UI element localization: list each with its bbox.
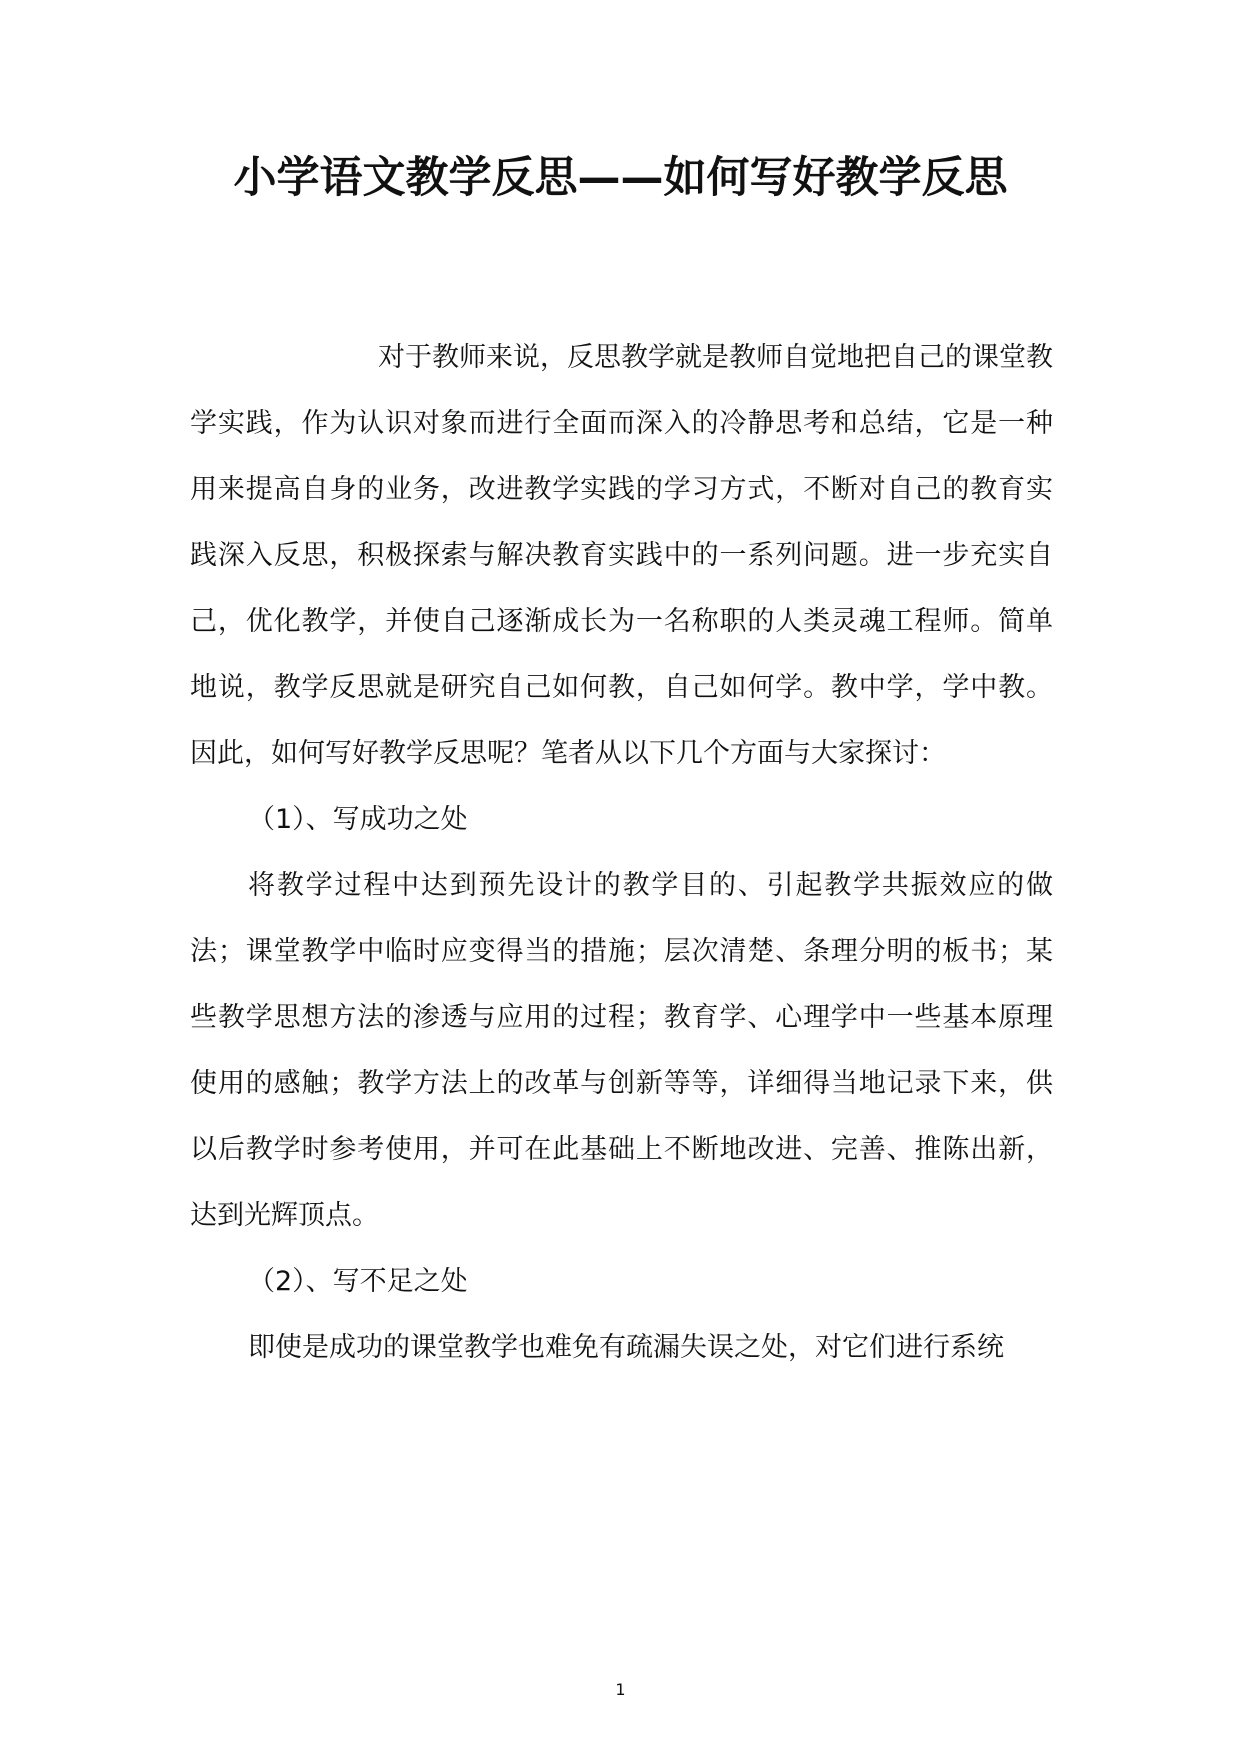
document-title: 小学语文教学反思——如何写好教学反思 <box>233 153 1008 203</box>
shortcomings-paragraph: 即使是成功的课堂教学也难免有疏漏失误之处，对它们进行系统 <box>248 1332 1004 1363</box>
success-paragraph: 将教学过程中达到预先设计的教学目的、引起教学共振效应的做法；课堂教学中临时应变得当的措施；层次清楚、条理分明的板书；某些教学思想方法的渗透与应用的过程；教育学、心理学中一些基本原理使用的感触；教学方法上的改革与创新等等，详细得当地记录下来，供以后教学时参考使用，并可在此基础上不断地改进、完善、推陈出新，达到光辉顶点。 <box>190 870 1053 1231</box>
section-heading-shortcomings: （2）、写不足之处 <box>248 1266 468 1297</box>
document-body <box>190 325 1053 1381</box>
section-heading-success: （1）、写成功之处 <box>248 804 468 835</box>
intro-paragraph: 对于教师来说，反思教学就是教师自觉地把自己的课堂教学实践，作为认识对象而进行全面而深入的冷静思考和总结，它是一种用来提高自身的业务，改进教学实践的学习方式，不断对自己的教育实践深入反思，积极探索与解决教育实践中的一系列问题。进一步充实自己，优化教学，并使自己逐渐成长为一名称职的人类灵魂工程师。简单地说，教学反思就是研究自己如何教，自己如何学。教中学，学中教。因此，如何写好教学反思呢？笔者从以下几个方面与大家探讨： <box>190 342 1053 769</box>
page-number: 1 <box>615 1680 626 1699</box>
